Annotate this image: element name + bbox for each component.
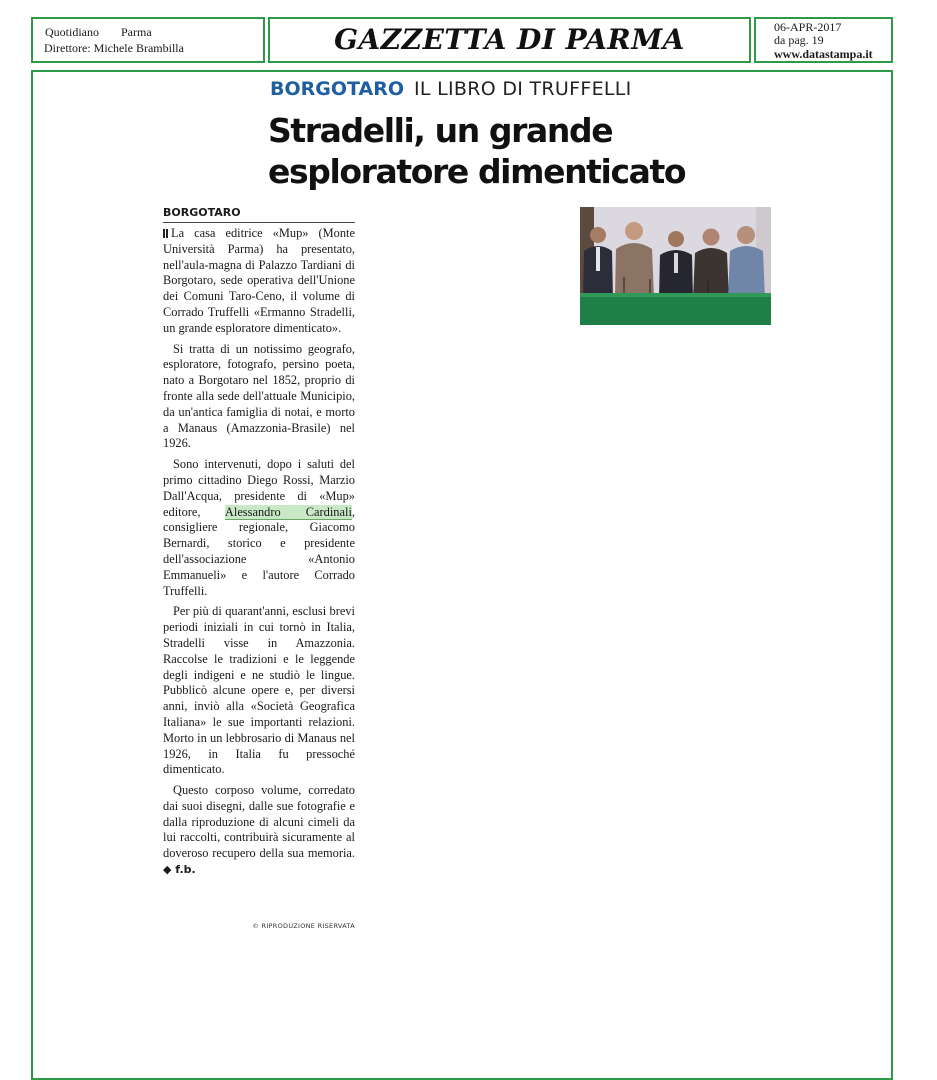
- kicker-place: BORGOTARO: [270, 78, 404, 100]
- paragraph-marker-icon: [163, 229, 168, 238]
- highlighted-name: Alessandro Cardinali: [224, 504, 352, 519]
- website-link[interactable]: www.datastampa.it: [774, 47, 873, 61]
- masthead-title: GAZZETTA DI PARMA: [334, 23, 685, 56]
- header-date-box: [754, 17, 893, 63]
- page-reference: da pag. 19: [774, 33, 824, 47]
- author-signature: ◆ f.b.: [163, 863, 196, 877]
- article-dateline: BORGOTARO: [163, 206, 241, 219]
- director-name: Direttore: Michele Brambilla: [44, 41, 184, 55]
- article-photo: [580, 207, 771, 325]
- group-photo-illustration: [580, 207, 771, 325]
- dateline-rule: [163, 222, 355, 223]
- paragraph-3: Sono intervenuti, dopo i saluti del primo cittadino Diego Rossi, Marzio Dall'Acqua, presidente di «Mup» editore, Alessandro Cardinali, consigliere regionale, Giacomo Bernardi, storico e presidente dell'associazione «Antonio Emmanueli» e l'autore Corrado Truffelli.: [163, 457, 355, 598]
- header-meta-box: [31, 17, 265, 63]
- publication-city: Parma: [121, 25, 152, 39]
- article-headline: Stradelli, un grande esploratore dimenticato: [268, 111, 686, 191]
- paragraph-2: Si tratta di un notissimo geografo, esploratore, fotografo, persino poeta, nato a Borgotaro nel 1852, proprio di fronte alla sede dell'attuale Municipio, da un'antica famiglia di notai, e morto a Manaus (Amazzonia-Brasile) nel 1926.: [163, 341, 355, 451]
- kicker-topic: IL LIBRO DI TRUFFELLI: [413, 78, 632, 100]
- copyright-notice: © RIPRODUZIONE RISERVATA: [252, 922, 355, 930]
- article-body: [163, 226, 355, 883]
- masthead-box: [268, 17, 751, 63]
- publication-type: Quotidiano: [45, 25, 99, 39]
- paragraph-5: Questo corposo volume, corredato dai suoi disegni, dalle sue fotografie e dalla riproduzione di alcuni cimeli da lui raccolti, contribuirà sicuramente al doveroso recupero della sua memoria. ◆ f.b.: [163, 783, 355, 877]
- article-kicker: [270, 77, 632, 101]
- paragraph-4: Per più di quarant'anni, esclusi brevi periodi iniziali in cui tornò in Italia, Stradelli visse in Amazzonia. Raccolse le tradizioni e le leggende degli indigeni e ne studiò le lingue. Pubblicò alcune opere e, per diversi anni, inviò alla «Società Geografica Italiana» le sue importanti relazioni. Morto in un lebbrosario di Manaus nel 1926, in Italia fu pressoché dimenticato.: [163, 604, 355, 777]
- issue-date: 06-APR-2017: [774, 20, 842, 34]
- paragraph-1: La casa editrice «Mup» (Monte Università Parma) ha presentato, nell'aula-magna di Palazzo Tardiani di Borgotaro, sede operativa dell'Unione dei Comuni Taro-Ceno, il volume di Corrado Truffelli «Ermanno Stradelli, un grande esploratore dimenticato».: [163, 226, 355, 335]
